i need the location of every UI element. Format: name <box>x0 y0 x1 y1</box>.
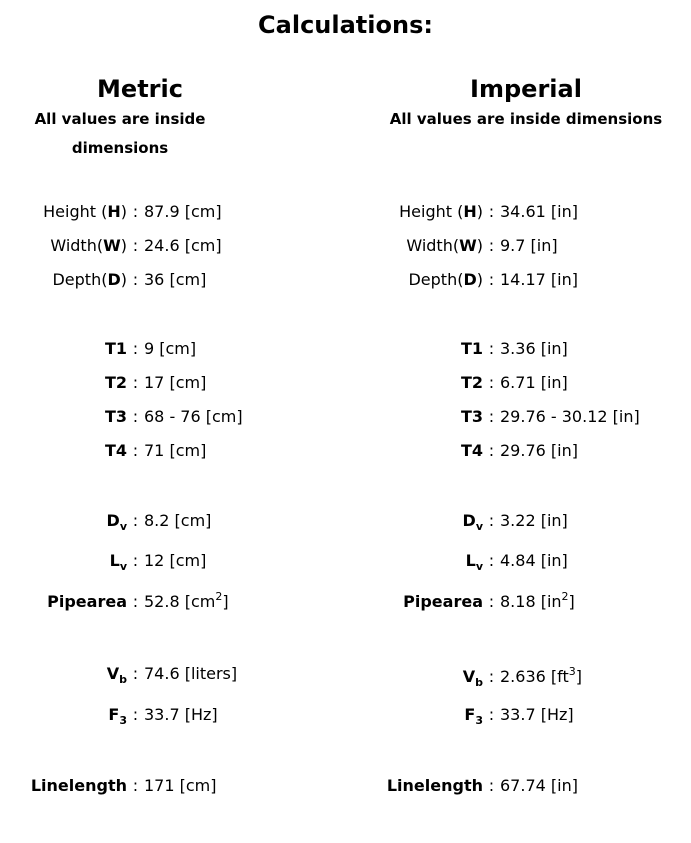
imperial-t2-row: T2 : 6.71 [in] <box>366 370 568 394</box>
metric-dv-label: $D_v$ <box>106 510 127 533</box>
metric-t3-value: 68 - 76 [cm] <box>144 406 243 426</box>
metric-t2-row: T2 : 17 [cm] <box>0 370 206 394</box>
metric-dv-row: $D_v$ : 8.2 [cm] <box>0 508 211 532</box>
imperial-t1-value: 3.36 [in] <box>500 338 568 358</box>
metric-height-value: 87.9 [cm] <box>144 201 222 221</box>
metric-t4-row: T4 : 71 [cm] <box>0 438 206 462</box>
metric-t3-label: T3 <box>104 406 127 426</box>
metric-t2-label: T2 <box>104 372 127 392</box>
imperial-linelength-row: Linelength : 67.74 [in] <box>366 773 578 797</box>
metric-linelength-row: Linelength : 171 [cm] <box>0 773 217 797</box>
metric-width-value: 24.6 [cm] <box>144 235 222 255</box>
imperial-width-value: 9.7 [in] <box>500 235 558 255</box>
imperial-vb-label: $V_b$ <box>462 666 483 689</box>
metric-note: All values are inside dimensions <box>34 110 206 157</box>
metric-linelength-label: Linelength <box>30 775 127 795</box>
metric-t2-value: 17 [cm] <box>144 372 207 392</box>
imperial-f3-row: $F_3$ : 33.7 [Hz] <box>366 702 574 726</box>
imperial-dv-label: $D_v$ <box>462 510 483 533</box>
metric-f3-value: 33.7 [Hz] <box>144 704 218 724</box>
metric-t4-value: 71 [cm] <box>144 440 207 460</box>
imperial-height-row: Height (H) : 34.61 [in] <box>366 199 578 223</box>
imperial-t3-value: 29.76 - 30.12 [in] <box>500 406 640 426</box>
metric-width-label: Width(W) <box>50 235 127 255</box>
metric-vb-value: 74.6 [liters] <box>144 663 238 683</box>
imperial-t2-value: 6.71 [in] <box>500 372 568 392</box>
metric-heading: Metric <box>97 75 183 103</box>
imperial-t4-row: T4 : 29.76 [in] <box>366 438 578 462</box>
metric-depth-value: 36 [cm] <box>144 269 207 289</box>
imperial-height-label: Height (H) <box>399 201 483 221</box>
imperial-depth-row: Depth(D) : 14.17 [in] <box>366 267 578 291</box>
metric-vb-row: $V_b$ : 74.6 [liters] <box>0 661 237 685</box>
metric-t1-value: 9 [cm] <box>144 338 197 358</box>
imperial-t4-value: 29.76 [in] <box>500 440 578 460</box>
imperial-vb-value: 2.636 $[ft^3]$ <box>500 664 583 686</box>
metric-t1-row: T1 : 9 [cm] <box>0 336 196 360</box>
metric-f3-row: $F_3$ : 33.7 [Hz] <box>0 702 218 726</box>
imperial-lv-label: $L_v$ <box>465 550 483 573</box>
imperial-dv-value: 3.22 [in] <box>500 510 568 530</box>
metric-t4-label: T4 <box>104 440 127 460</box>
imperial-t2-label: T2 <box>460 372 483 392</box>
imperial-note: All values are inside dimensions <box>389 110 663 128</box>
imperial-t1-label: T1 <box>460 338 483 358</box>
imperial-pipearea-value: 8.18 $[in^2]$ <box>500 589 575 611</box>
imperial-f3-label: $F_3$ <box>464 704 483 727</box>
imperial-linelength-label: Linelength <box>386 775 483 795</box>
metric-t1-label: T1 <box>104 338 127 358</box>
metric-pipearea-row: Pipearea : 52.8 $[cm^2]$ <box>0 589 229 613</box>
metric-lv-value: 12 [cm] <box>144 550 207 570</box>
metric-t3-row: T3 : 68 - 76 [cm] <box>0 404 243 428</box>
imperial-dv-row: $D_v$ : 3.22 [in] <box>366 508 568 532</box>
imperial-vb-row: $V_b$ : 2.636 $[ft^3]$ <box>366 664 582 688</box>
metric-depth-label: Depth(D) <box>52 269 127 289</box>
metric-depth-row: Depth(D) : 36 [cm] <box>0 267 206 291</box>
metric-height-label: Height (H) <box>43 201 127 221</box>
imperial-depth-value: 14.17 [in] <box>500 269 578 289</box>
metric-vb-label: $V_b$ <box>106 663 127 686</box>
imperial-linelength-value: 67.74 [in] <box>500 775 578 795</box>
imperial-t1-row: T1 : 3.36 [in] <box>366 336 568 360</box>
metric-f3-label: $F_3$ <box>108 704 127 727</box>
metric-linelength-value: 171 [cm] <box>144 775 217 795</box>
imperial-t3-row: T3 : 29.76 - 30.12 [in] <box>366 404 640 428</box>
metric-width-row: Width(W) : 24.6 [cm] <box>0 233 222 257</box>
imperial-heading: Imperial <box>470 75 582 103</box>
imperial-f3-value: 33.7 [Hz] <box>500 704 574 724</box>
page-title: Calculations: <box>258 11 433 39</box>
metric-height-row: Height (H) : 87.9 [cm] <box>0 199 222 223</box>
metric-pipearea-label: Pipearea <box>47 591 127 611</box>
imperial-width-label: Width(W) <box>406 235 483 255</box>
metric-dv-value: 8.2 [cm] <box>144 510 212 530</box>
imperial-t3-label: T3 <box>460 406 483 426</box>
metric-pipearea-value: 52.8 $[cm^2]$ <box>144 589 229 611</box>
imperial-lv-value: 4.84 [in] <box>500 550 568 570</box>
imperial-height-value: 34.61 [in] <box>500 201 578 221</box>
imperial-pipearea-label: Pipearea <box>403 591 483 611</box>
imperial-t4-label: T4 <box>460 440 483 460</box>
imperial-depth-label: Depth(D) <box>408 269 483 289</box>
metric-lv-row: $L_v$ : 12 [cm] <box>0 548 206 572</box>
metric-lv-label: $L_v$ <box>109 550 127 573</box>
imperial-lv-row: $L_v$ : 4.84 [in] <box>366 548 568 572</box>
imperial-pipearea-row: Pipearea : 8.18 $[in^2]$ <box>366 589 575 613</box>
imperial-width-row: Width(W) : 9.7 [in] <box>366 233 558 257</box>
